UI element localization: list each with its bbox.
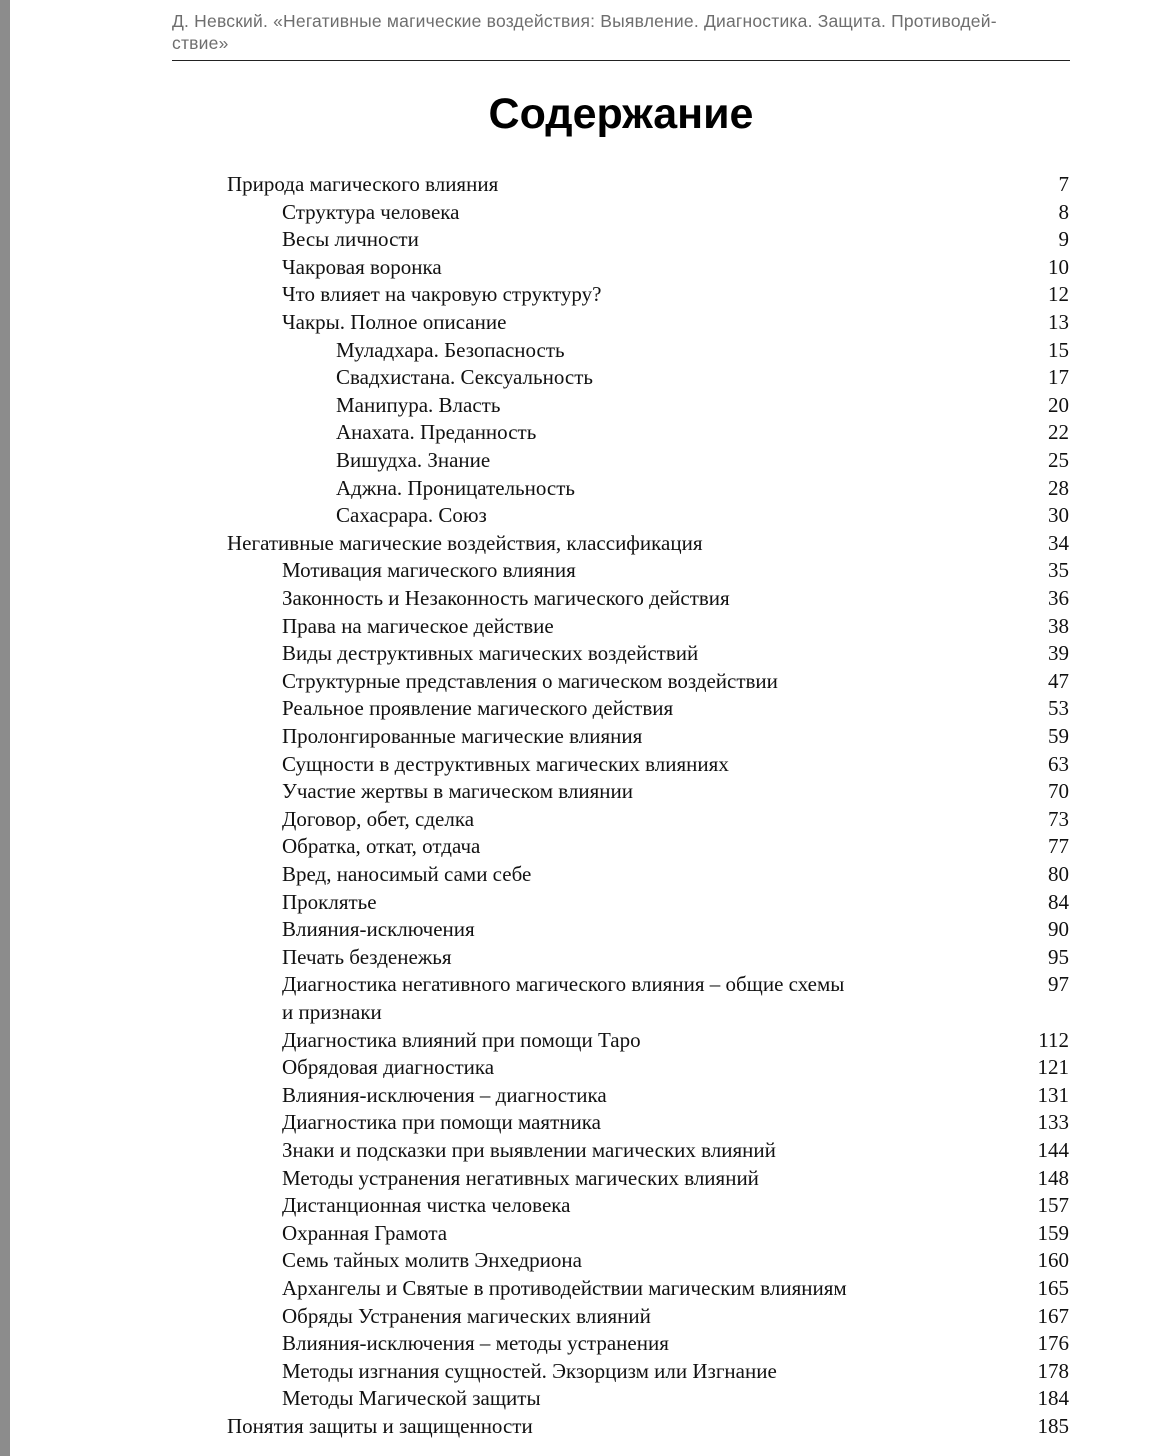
toc-entry[interactable] — [0, 1357, 1150, 1385]
toc-entry-title: Чакры. Полное описание — [282, 310, 507, 334]
toc-entry-page-number: 13 — [1048, 310, 1069, 334]
toc-entry-title: Сущности в деструктивных магических влияниях — [282, 751, 729, 776]
toc-entry-title: Дистанционная чистка человека — [282, 1193, 571, 1218]
toc-entry[interactable] — [0, 1274, 1150, 1302]
toc-entry-title: Охранная Грамота — [282, 1220, 448, 1245]
toc-entry[interactable] — [0, 1081, 1150, 1109]
toc-entry-title: Договор, обет, сделка — [282, 806, 475, 831]
toc-entry-page-number: 131 — [1037, 1082, 1069, 1107]
toc-entry-title: Виды деструктивных магических воздействий — [282, 641, 699, 666]
toc-entry-page-number: 25 — [1048, 448, 1069, 472]
toc-entry[interactable] — [0, 915, 1150, 943]
toc-entry[interactable] — [0, 943, 1150, 971]
toc-entry[interactable] — [0, 391, 1150, 419]
toc-entry-title: Структурные представления о магическом воздействии — [282, 668, 778, 693]
toc-entry-title: Права на магическое действие — [282, 613, 554, 638]
toc-entry-page-number: 90 — [1048, 917, 1069, 942]
toc-entry-page-number: 22 — [1048, 420, 1069, 445]
running-head-line-2: ствие» — [172, 33, 229, 53]
toc-entry[interactable] — [0, 1136, 1150, 1164]
toc-entry-title: Реальное проявление магического действия — [282, 696, 674, 721]
toc-entry[interactable] — [0, 832, 1150, 860]
toc-entry[interactable] — [0, 667, 1150, 695]
toc-entry-title: Негативные магические воздействия, классификация — [227, 530, 703, 555]
page-title: Содержание — [488, 90, 754, 138]
toc-entry-title: Понятия защиты и защищенности — [227, 1414, 533, 1438]
running-head-line-1: Д. Невский. «Негативные магические воздействия: Выявление. Диагностика. Защита. Противодей- — [172, 11, 997, 31]
toc-entry-page-number: 28 — [1048, 475, 1069, 500]
toc-entry[interactable] — [0, 446, 1150, 474]
toc-entry-title: Свадхистана. Сексуальность — [336, 365, 593, 390]
toc-entry-title: Сахасрара. Союз — [336, 503, 487, 528]
toc-entry-page-number: 15 — [1048, 337, 1069, 362]
toc-entry-title: Влияния-исключения – методы устранения — [282, 1331, 669, 1356]
toc-entry[interactable] — [0, 639, 1150, 667]
toc-entry-page-number: 133 — [1037, 1110, 1069, 1135]
toc-entry-title: Участие жертвы в магическом влиянии — [282, 779, 634, 804]
toc-entry-title: Диагностика влияний при помощи Таро — [282, 1027, 641, 1052]
toc-entry-title: Обратка, откат, отдача — [282, 834, 481, 859]
toc-entry[interactable] — [0, 308, 1150, 336]
toc-entry-page-number: 84 — [1048, 889, 1069, 914]
toc-entry-page-number: 144 — [1037, 1138, 1069, 1162]
toc-entry[interactable] — [0, 1108, 1150, 1136]
toc-entry-title: Законность и Незаконность магического действия — [282, 586, 730, 610]
toc-entry-page-number: 12 — [1048, 282, 1069, 307]
toc-entry[interactable] — [0, 1164, 1150, 1192]
toc-entry-page-number: 176 — [1037, 1331, 1069, 1356]
toc-entry-page-number: 47 — [1048, 668, 1069, 693]
toc-entry-page-number: 157 — [1037, 1193, 1069, 1218]
toc-entry-page-number: 178 — [1037, 1358, 1069, 1383]
toc-entry-title: и признаки — [282, 1000, 382, 1024]
toc-entry-page-number: 95 — [1048, 944, 1069, 969]
toc-entry-page-number: 97 — [1048, 972, 1069, 997]
toc-entry-title: Методы Магической защиты — [282, 1386, 541, 1411]
toc-entry-page-number: 159 — [1037, 1220, 1069, 1245]
toc-entry[interactable] — [0, 694, 1150, 722]
toc-entry[interactable] — [0, 280, 1150, 308]
toc-entry-title: Методы устранения негативных магических влияний — [282, 1165, 759, 1190]
toc-entry-title: Пролонгированные магические влияния — [282, 724, 643, 748]
toc-entry[interactable] — [0, 750, 1150, 778]
toc-entry-page-number: 35 — [1048, 558, 1069, 583]
toc-entry[interactable] — [0, 336, 1150, 364]
toc-entry[interactable] — [0, 556, 1150, 584]
toc-entry-title: Природа магического влияния — [227, 172, 499, 196]
toc-entry-page-number: 70 — [1048, 779, 1069, 804]
toc-entry-page-number: 63 — [1048, 751, 1069, 776]
toc-entry-page-number: 160 — [1037, 1248, 1069, 1273]
toc-entry-page-number: 112 — [1038, 1027, 1069, 1052]
toc-entry[interactable] — [0, 970, 1150, 998]
toc-entry-page-number: 185 — [1037, 1414, 1069, 1438]
toc-entry-title: Муладхара. Безопасность — [336, 337, 565, 362]
running-head — [172, 10, 1052, 54]
toc-entry-page-number: 167 — [1037, 1303, 1069, 1328]
toc-entry-page-number: 8 — [1058, 199, 1069, 224]
toc-entry[interactable] — [0, 501, 1150, 529]
toc-entry[interactable] — [0, 1329, 1150, 1357]
toc-entry[interactable] — [0, 363, 1150, 391]
toc-entry-title: Печать безденежья — [282, 944, 452, 969]
header-rule — [172, 60, 1070, 61]
toc-entry[interactable] — [0, 529, 1150, 557]
toc-entry-page-number: 184 — [1037, 1386, 1069, 1411]
toc-entry[interactable] — [0, 1246, 1150, 1274]
toc-entry[interactable] — [0, 1191, 1150, 1219]
toc-entry-page-number: 80 — [1048, 862, 1069, 886]
toc-entry[interactable] — [0, 198, 1150, 226]
toc-entry-title: Проклятье — [282, 889, 377, 914]
toc-entry-title: Архангелы и Святые в противодействии магическим влияниям — [282, 1276, 847, 1300]
toc-entry[interactable] — [0, 1412, 1150, 1440]
toc-entry-title: Аджна. Проницательность — [336, 475, 575, 500]
toc-entry[interactable] — [0, 860, 1150, 888]
toc-entry-title: Влияния-исключения — [282, 917, 475, 942]
toc-entry-page-number: 148 — [1037, 1165, 1069, 1190]
toc-entry[interactable] — [0, 1219, 1150, 1247]
toc-entry-title: Влияния-исключения – диагностика — [282, 1082, 607, 1107]
toc-entry-page-number: 59 — [1048, 724, 1069, 748]
toc-entry[interactable] — [0, 1053, 1150, 1081]
toc-entry-page-number: 20 — [1048, 392, 1069, 417]
toc-entry-title: Методы изгнания сущностей. Экзорцизм или Изгнание — [282, 1358, 777, 1383]
toc-entry-title: Анахата. Преданность — [336, 420, 537, 445]
toc-entry[interactable] — [0, 722, 1150, 750]
toc-entry-page-number: 30 — [1048, 503, 1069, 528]
toc-entry[interactable] — [0, 612, 1150, 640]
toc-entry-page-number: 7 — [1058, 172, 1069, 196]
toc-entry[interactable] — [0, 170, 1150, 198]
toc-entry[interactable] — [0, 1302, 1150, 1330]
toc-entry-title: Вишудха. Знание — [336, 448, 491, 472]
toc-entry[interactable] — [0, 584, 1150, 612]
toc-entry-title: Знаки и подсказки при выявлении магических влияний — [282, 1138, 776, 1162]
toc-entry-title: Весы личности — [282, 227, 419, 252]
toc-entry-title: Семь тайных молитв Энхедриона — [282, 1248, 582, 1273]
toc-entry-title: Структура человека — [282, 199, 460, 224]
toc-entry-page-number: 121 — [1037, 1055, 1069, 1080]
toc-entry[interactable] — [0, 418, 1150, 446]
toc-entry[interactable] — [0, 1026, 1150, 1054]
toc-entry-page-number: 9 — [1058, 227, 1069, 252]
toc-entry-page-number: 17 — [1048, 365, 1069, 390]
toc-entry-page-number: 38 — [1048, 613, 1069, 638]
toc-entry[interactable] — [0, 253, 1150, 281]
toc-entry-title: Вред, наносимый сами себе — [282, 862, 532, 886]
toc-entry[interactable] — [0, 998, 1150, 1026]
toc-entry[interactable] — [0, 225, 1150, 253]
toc-entry-title: Диагностика негативного магического влияния – общие схемы — [282, 972, 845, 997]
toc-entry-page-number: 39 — [1048, 641, 1069, 666]
toc-entry-page-number: 53 — [1048, 696, 1069, 721]
toc-entry[interactable] — [0, 474, 1150, 502]
toc-entry-title: Что влияет на чакровую структуру? — [282, 282, 602, 307]
toc-entry-title: Обряды Устранения магических влияний — [282, 1303, 651, 1328]
toc-entry-page-number: 36 — [1048, 586, 1069, 610]
toc-entry-page-number: 34 — [1048, 530, 1069, 555]
toc-entry-title: Обрядовая диагностика — [282, 1055, 495, 1080]
toc-entry-page-number: 73 — [1048, 806, 1069, 831]
toc-entry-page-number: 77 — [1048, 834, 1069, 859]
toc-entry-title: Манипура. Власть — [336, 392, 501, 417]
toc-entry-page-number: 10 — [1048, 254, 1069, 279]
toc-entry[interactable] — [0, 805, 1150, 833]
toc-entry[interactable] — [0, 888, 1150, 916]
toc-entry-title: Диагностика при помощи маятника — [282, 1110, 601, 1135]
toc-entry-title: Мотивация магического влияния — [282, 558, 576, 583]
toc-entry[interactable] — [0, 777, 1150, 805]
toc-entry[interactable] — [0, 1384, 1150, 1412]
toc-entry-title: Чакровая воронка — [282, 254, 442, 279]
toc-entry-page-number: 165 — [1037, 1276, 1069, 1300]
